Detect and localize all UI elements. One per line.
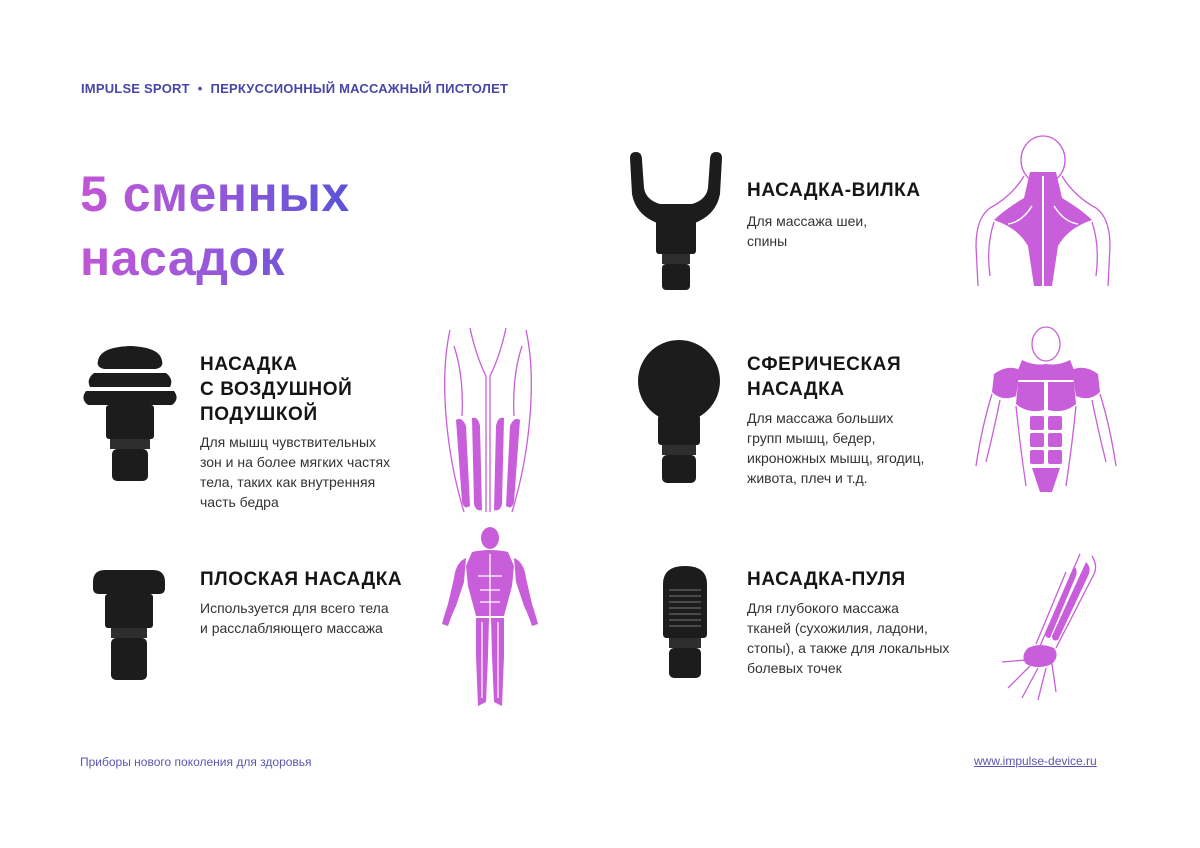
sphere-desc-line: икроножных мышц, ягодиц, [747, 450, 925, 466]
bullet-attachment-desc [747, 598, 949, 678]
header-subtitle: ПЕРКУССИОННЫЙ МАССАЖНЫЙ ПИСТОЛЕТ [210, 81, 509, 96]
full-body-muscles-icon [442, 526, 538, 710]
bullet-desc-line: болевых точек [747, 660, 842, 676]
flat-attachment-icon [89, 564, 169, 684]
website-link[interactable]: www.impulse-device.ru [974, 754, 1097, 768]
bullet-attachment-title: НАСАДКА-ПУЛЯ [747, 569, 906, 590]
air-cushion-attachment-desc [200, 432, 390, 512]
torso-muscles-icon [972, 326, 1120, 494]
brand-name: IMPULSE SPORT [81, 81, 190, 96]
air-cushion-desc-line: зон и на более мягких частях [200, 454, 391, 470]
bullet-attachment-icon [657, 562, 713, 682]
page-title [80, 162, 350, 290]
air-cushion-attachment-icon [80, 343, 180, 485]
header-line [81, 81, 508, 96]
flat-desc-line: Используется для всего тела [200, 600, 389, 616]
sphere-attachment-icon [634, 341, 724, 486]
air-cushion-attachment-title [200, 352, 352, 427]
air-cushion-title-line: НАСАДКА [200, 354, 298, 375]
sphere-attachment-title [747, 352, 901, 402]
air-cushion-desc-line: Для мышц чувствительных [200, 434, 377, 450]
forearm-hand-muscles-icon [996, 552, 1106, 702]
air-cushion-desc-line: часть бедра [200, 494, 279, 510]
fork-desc-line: спины [747, 233, 788, 249]
sphere-desc-line: живота, плеч и т.д. [747, 470, 868, 486]
flat-attachment-desc [200, 598, 389, 638]
sphere-title-line: СФЕРИЧЕСКАЯ [747, 354, 902, 375]
neck-back-muscles-icon [972, 136, 1114, 296]
bullet-desc-line: стопы), а также для локальных [747, 640, 950, 656]
page-title-line-2: насадок [80, 230, 286, 286]
bullet-desc-line: Для глубокого массажа [747, 600, 899, 616]
air-cushion-title-line: ПОДУШКОЙ [200, 404, 318, 425]
inner-thigh-muscles-icon [440, 326, 536, 516]
bullet-desc-line: тканей (сухожилия, ладони, [747, 620, 928, 636]
sphere-title-line: НАСАДКА [747, 379, 845, 400]
sphere-desc-line: Для массажа больших [747, 410, 894, 426]
fork-desc-line: Для массажа шеи, [747, 213, 868, 229]
page-title-line-1: 5 сменных [80, 166, 350, 222]
fork-attachment-title: НАСАДКА-ВИЛКА [747, 180, 921, 201]
air-cushion-desc-line: тела, таких как внутренняя [200, 474, 376, 490]
fork-attachment-icon [626, 150, 726, 295]
footer-tagline: Приборы нового поколения для здоровья [80, 755, 312, 769]
fork-attachment-desc [747, 211, 867, 251]
flat-desc-line: и расслабляющего массажа [200, 620, 383, 636]
sphere-desc-line: групп мышц, бедер, [747, 430, 876, 446]
air-cushion-title-line: С ВОЗДУШНОЙ [200, 379, 353, 400]
header-separator: • [197, 81, 203, 96]
sphere-attachment-desc [747, 408, 924, 488]
flat-attachment-title: ПЛОСКАЯ НАСАДКА [200, 569, 403, 590]
